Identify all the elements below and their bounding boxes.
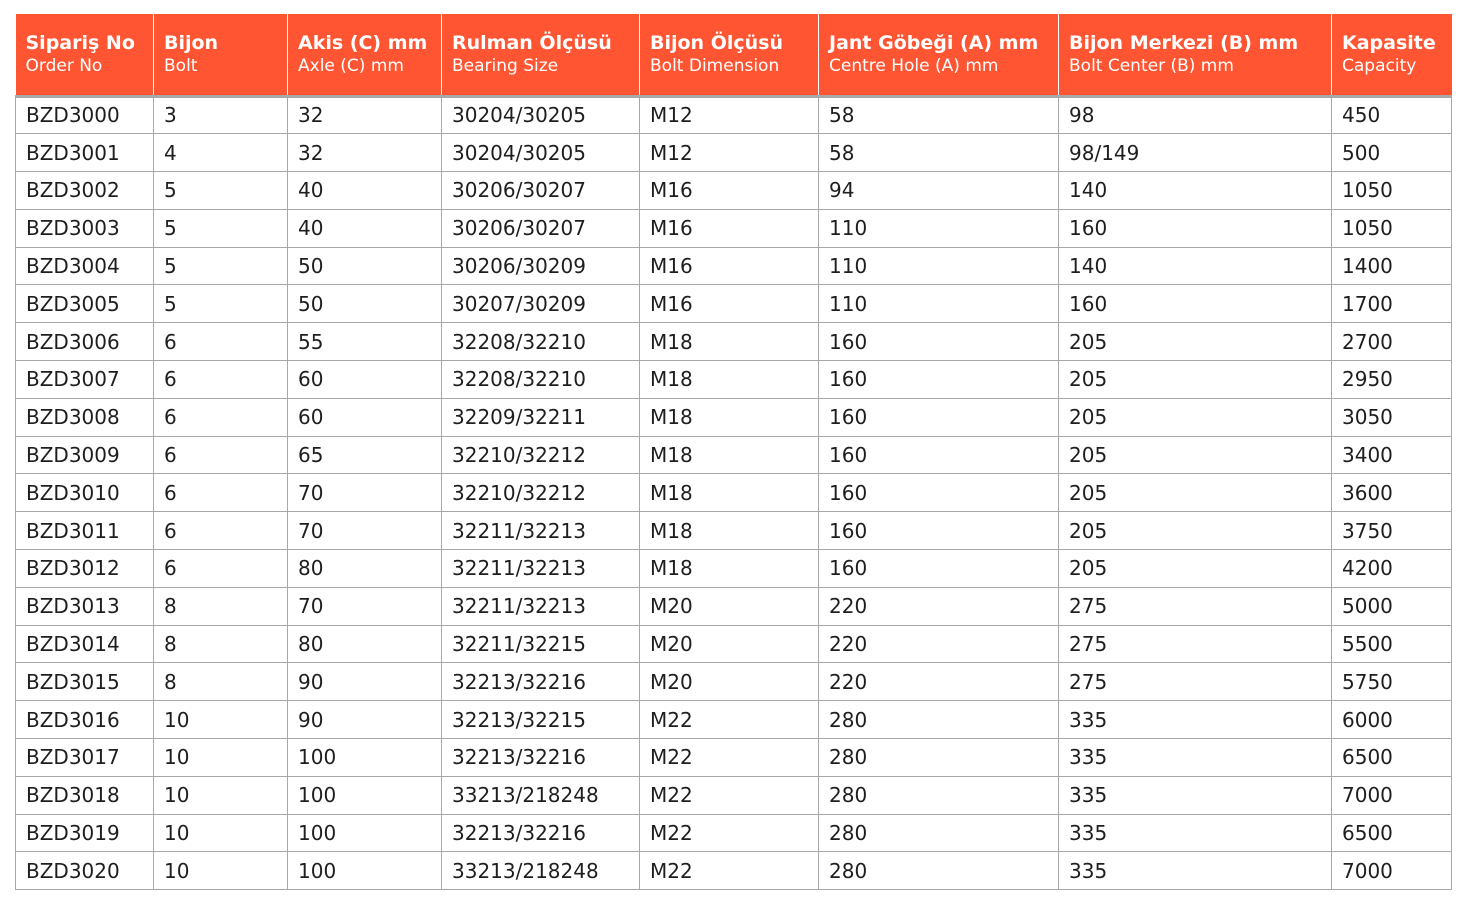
cell-capacity: 1050 (1332, 172, 1452, 210)
cell-capacity: 3750 (1332, 512, 1452, 550)
table-row (16, 209, 1452, 247)
table-row (16, 96, 1452, 134)
cell-capacity: 5500 (1332, 625, 1452, 663)
cell-bearing-size: 32213/32216 (442, 663, 640, 701)
table-row (16, 398, 1452, 436)
cell-centre-hole: 280 (819, 814, 1059, 852)
table-row (16, 587, 1452, 625)
cell-order-no: BZD3009 (16, 436, 154, 474)
header-label-en: Bolt Dimension (650, 56, 780, 77)
cell-bolt-center: 160 (1059, 285, 1332, 323)
cell-bolt-center: 335 (1059, 776, 1332, 814)
cell-capacity: 1700 (1332, 285, 1452, 323)
cell-capacity: 5750 (1332, 663, 1452, 701)
cell-bolt-center: 275 (1059, 663, 1332, 701)
cell-bolt-dimension: M16 (640, 285, 819, 323)
cell-bolt: 5 (154, 285, 288, 323)
header-bolt (154, 14, 288, 96)
cell-order-no: BZD3001 (16, 134, 154, 172)
cell-axle: 80 (288, 550, 442, 588)
cell-axle: 100 (288, 739, 442, 777)
header-label-en: Bearing Size (452, 56, 559, 77)
cell-bolt: 10 (154, 776, 288, 814)
cell-bearing-size: 30204/30205 (442, 134, 640, 172)
cell-order-no: BZD3007 (16, 361, 154, 399)
header-label-tr: Bijon (164, 32, 219, 55)
cell-centre-hole: 110 (819, 209, 1059, 247)
cell-bearing-size: 33213/218248 (442, 776, 640, 814)
cell-order-no: BZD3020 (16, 852, 154, 890)
cell-capacity: 4200 (1332, 550, 1452, 588)
cell-axle: 70 (288, 512, 442, 550)
header-centre-hole (819, 14, 1059, 96)
table-row (16, 776, 1452, 814)
header-label-en: Centre Hole (A) mm (829, 56, 999, 77)
cell-bolt-center: 335 (1059, 739, 1332, 777)
cell-axle: 80 (288, 625, 442, 663)
header-label-tr: Akis (C) mm (298, 32, 428, 55)
cell-bolt: 10 (154, 701, 288, 739)
table-row (16, 285, 1452, 323)
cell-bolt-dimension: M22 (640, 814, 819, 852)
cell-bolt-dimension: M12 (640, 96, 819, 134)
cell-bolt: 6 (154, 512, 288, 550)
cell-axle: 70 (288, 474, 442, 512)
cell-bolt-center: 140 (1059, 247, 1332, 285)
cell-centre-hole: 280 (819, 776, 1059, 814)
cell-bolt-center: 205 (1059, 398, 1332, 436)
cell-bearing-size: 32213/32216 (442, 739, 640, 777)
cell-capacity: 6500 (1332, 739, 1452, 777)
header-label-en: Axle (C) mm (298, 56, 404, 77)
table-row (16, 323, 1452, 361)
table-row (16, 701, 1452, 739)
cell-axle: 100 (288, 776, 442, 814)
header-label-tr: Sipariş No (25, 32, 135, 55)
cell-axle: 55 (288, 323, 442, 361)
cell-capacity: 1050 (1332, 209, 1452, 247)
cell-axle: 32 (288, 134, 442, 172)
cell-capacity: 6500 (1332, 814, 1452, 852)
cell-bearing-size: 30206/30207 (442, 172, 640, 210)
cell-order-no: BZD3005 (16, 285, 154, 323)
table-row (16, 625, 1452, 663)
header-axle (288, 14, 442, 96)
cell-order-no: BZD3015 (16, 663, 154, 701)
cell-centre-hole: 220 (819, 663, 1059, 701)
header-label-en: Bolt Center (B) mm (1069, 56, 1234, 77)
cell-order-no: BZD3012 (16, 550, 154, 588)
cell-axle: 32 (288, 96, 442, 134)
cell-bolt-center: 205 (1059, 436, 1332, 474)
cell-order-no: BZD3003 (16, 209, 154, 247)
cell-bolt-dimension: M22 (640, 852, 819, 890)
cell-centre-hole: 280 (819, 739, 1059, 777)
cell-order-no: BZD3008 (16, 398, 154, 436)
cell-bearing-size: 32211/32215 (442, 625, 640, 663)
header-bolt-dimension (640, 14, 819, 96)
cell-bearing-size: 32210/32212 (442, 436, 640, 474)
cell-bolt-dimension: M18 (640, 361, 819, 399)
table-row (16, 550, 1452, 588)
cell-bolt-dimension: M12 (640, 134, 819, 172)
cell-bolt-center: 205 (1059, 323, 1332, 361)
cell-bolt-center: 205 (1059, 550, 1332, 588)
cell-bolt-center: 98 (1059, 96, 1332, 134)
cell-bolt-dimension: M20 (640, 663, 819, 701)
spec-table (15, 14, 1452, 890)
cell-bolt-dimension: M18 (640, 323, 819, 361)
cell-bolt-center: 205 (1059, 361, 1332, 399)
cell-bolt-dimension: M20 (640, 625, 819, 663)
cell-bolt-dimension: M20 (640, 587, 819, 625)
cell-axle: 50 (288, 247, 442, 285)
cell-capacity: 5000 (1332, 587, 1452, 625)
header-capacity (1332, 14, 1452, 96)
cell-capacity: 7000 (1332, 852, 1452, 890)
cell-bolt: 8 (154, 625, 288, 663)
cell-bolt-dimension: M22 (640, 739, 819, 777)
cell-bolt-center: 275 (1059, 587, 1332, 625)
cell-centre-hole: 220 (819, 587, 1059, 625)
cell-bolt-center: 205 (1059, 474, 1332, 512)
cell-order-no: BZD3017 (16, 739, 154, 777)
cell-bolt-center: 335 (1059, 852, 1332, 890)
table-body (16, 96, 1452, 890)
cell-bolt-center: 160 (1059, 209, 1332, 247)
cell-order-no: BZD3000 (16, 96, 154, 134)
table-row (16, 663, 1452, 701)
cell-axle: 100 (288, 852, 442, 890)
table-row (16, 436, 1452, 474)
table-row (16, 852, 1452, 890)
table-row (16, 247, 1452, 285)
header-label-en: Capacity (1342, 56, 1417, 77)
header-label-tr: Bijon Ölçüsü (650, 32, 783, 55)
cell-bolt-dimension: M16 (640, 209, 819, 247)
cell-bolt-dimension: M22 (640, 776, 819, 814)
cell-capacity: 450 (1332, 96, 1452, 134)
cell-bolt-center: 98/149 (1059, 134, 1332, 172)
cell-bearing-size: 30206/30209 (442, 247, 640, 285)
header-order-no (16, 14, 154, 96)
cell-bolt-center: 140 (1059, 172, 1332, 210)
header-row (16, 14, 1452, 96)
header-label-tr: Jant Göbeği (A) mm (829, 32, 1039, 55)
cell-bolt: 5 (154, 172, 288, 210)
cell-bearing-size: 32213/32216 (442, 814, 640, 852)
header-bolt-center (1059, 14, 1332, 96)
cell-centre-hole: 160 (819, 474, 1059, 512)
cell-bearing-size: 30207/30209 (442, 285, 640, 323)
cell-bolt: 6 (154, 361, 288, 399)
cell-bolt: 6 (154, 436, 288, 474)
cell-bolt: 3 (154, 96, 288, 134)
cell-axle: 40 (288, 209, 442, 247)
cell-order-no: BZD3004 (16, 247, 154, 285)
cell-bearing-size: 32211/32213 (442, 550, 640, 588)
cell-axle: 40 (288, 172, 442, 210)
cell-capacity: 500 (1332, 134, 1452, 172)
cell-order-no: BZD3018 (16, 776, 154, 814)
cell-order-no: BZD3006 (16, 323, 154, 361)
cell-bolt: 6 (154, 474, 288, 512)
cell-centre-hole: 160 (819, 436, 1059, 474)
cell-centre-hole: 94 (819, 172, 1059, 210)
table-row (16, 172, 1452, 210)
cell-centre-hole: 220 (819, 625, 1059, 663)
cell-bolt: 6 (154, 398, 288, 436)
cell-bearing-size: 32211/32213 (442, 512, 640, 550)
cell-bolt-dimension: M18 (640, 550, 819, 588)
cell-centre-hole: 58 (819, 134, 1059, 172)
cell-axle: 90 (288, 663, 442, 701)
table-row (16, 814, 1452, 852)
cell-order-no: BZD3010 (16, 474, 154, 512)
header-label-en: Order No (25, 56, 103, 77)
cell-axle: 65 (288, 436, 442, 474)
cell-bearing-size: 30206/30207 (442, 209, 640, 247)
cell-bolt-dimension: M16 (640, 172, 819, 210)
cell-order-no: BZD3014 (16, 625, 154, 663)
cell-bearing-size: 32209/32211 (442, 398, 640, 436)
cell-axle: 100 (288, 814, 442, 852)
cell-bolt-dimension: M18 (640, 474, 819, 512)
cell-order-no: BZD3016 (16, 701, 154, 739)
cell-bolt: 10 (154, 739, 288, 777)
cell-bolt-center: 335 (1059, 701, 1332, 739)
cell-bolt: 6 (154, 323, 288, 361)
cell-centre-hole: 160 (819, 398, 1059, 436)
cell-bolt-dimension: M18 (640, 398, 819, 436)
table-header (16, 14, 1452, 96)
cell-bolt-dimension: M18 (640, 436, 819, 474)
cell-capacity: 2700 (1332, 323, 1452, 361)
cell-axle: 50 (288, 285, 442, 323)
cell-centre-hole: 110 (819, 247, 1059, 285)
cell-order-no: BZD3019 (16, 814, 154, 852)
cell-centre-hole: 160 (819, 323, 1059, 361)
table-row (16, 361, 1452, 399)
cell-axle: 60 (288, 361, 442, 399)
header-label-tr: Rulman Ölçüsü (452, 32, 612, 55)
cell-capacity: 7000 (1332, 776, 1452, 814)
cell-bolt-dimension: M22 (640, 701, 819, 739)
table-row (16, 512, 1452, 550)
cell-bearing-size: 30204/30205 (442, 96, 640, 134)
cell-bolt: 5 (154, 209, 288, 247)
cell-order-no: BZD3011 (16, 512, 154, 550)
cell-capacity: 3600 (1332, 474, 1452, 512)
cell-bearing-size: 32211/32213 (442, 587, 640, 625)
cell-bearing-size: 33213/218248 (442, 852, 640, 890)
cell-capacity: 2950 (1332, 361, 1452, 399)
cell-centre-hole: 280 (819, 852, 1059, 890)
table-row (16, 739, 1452, 777)
cell-axle: 60 (288, 398, 442, 436)
cell-bearing-size: 32208/32210 (442, 323, 640, 361)
cell-bolt: 10 (154, 814, 288, 852)
cell-bolt-center: 205 (1059, 512, 1332, 550)
cell-capacity: 6000 (1332, 701, 1452, 739)
header-label-tr: Bijon Merkezi (B) mm (1069, 32, 1299, 55)
header-label-tr: Kapasite (1342, 32, 1436, 55)
cell-centre-hole: 160 (819, 361, 1059, 399)
cell-bolt: 5 (154, 247, 288, 285)
cell-order-no: BZD3013 (16, 587, 154, 625)
cell-bolt: 4 (154, 134, 288, 172)
table-row (16, 134, 1452, 172)
cell-bolt: 8 (154, 663, 288, 701)
cell-centre-hole: 280 (819, 701, 1059, 739)
cell-centre-hole: 160 (819, 550, 1059, 588)
cell-bolt-dimension: M16 (640, 247, 819, 285)
cell-centre-hole: 58 (819, 96, 1059, 134)
cell-axle: 70 (288, 587, 442, 625)
cell-bolt-center: 275 (1059, 625, 1332, 663)
header-bearing-size (442, 14, 640, 96)
cell-bolt-dimension: M18 (640, 512, 819, 550)
cell-order-no: BZD3002 (16, 172, 154, 210)
cell-capacity: 3050 (1332, 398, 1452, 436)
cell-capacity: 3400 (1332, 436, 1452, 474)
cell-centre-hole: 110 (819, 285, 1059, 323)
header-label-en: Bolt (164, 56, 198, 77)
cell-centre-hole: 160 (819, 512, 1059, 550)
cell-capacity: 1400 (1332, 247, 1452, 285)
table-row (16, 474, 1452, 512)
cell-bolt: 6 (154, 550, 288, 588)
cell-bolt-center: 335 (1059, 814, 1332, 852)
cell-bearing-size: 32208/32210 (442, 361, 640, 399)
cell-axle: 90 (288, 701, 442, 739)
cell-bolt: 10 (154, 852, 288, 890)
cell-bearing-size: 32210/32212 (442, 474, 640, 512)
cell-bolt: 8 (154, 587, 288, 625)
cell-bearing-size: 32213/32215 (442, 701, 640, 739)
